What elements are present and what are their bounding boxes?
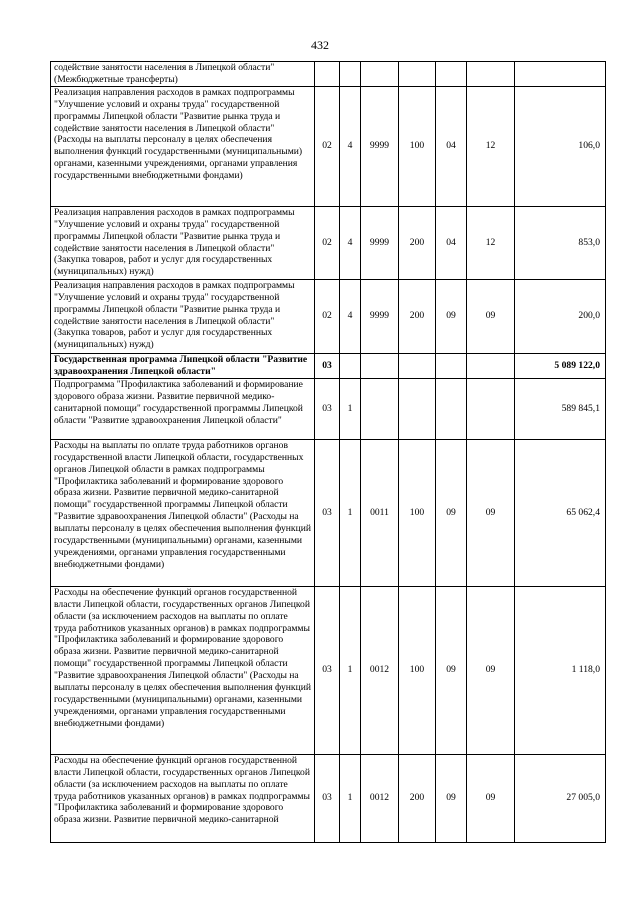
cell-section: 09 [436, 439, 467, 586]
table-row [51, 754, 606, 842]
cell-subprogram: 4 [340, 206, 361, 279]
cell-description: Реализация направления расходов в рамках подпрограммы "Улучшение условий и охраны труда" государственной программы Липецкой области "Развитие рынка труда и содействие занятости населения в Липецкой области" (Закупка товаров, работ и услуг для государственных (муниципальных) нужд) [51, 279, 315, 353]
table-row [51, 353, 606, 378]
cell-description: Расходы на обеспечение функций органов государственной власти Липецкой области, государственных органов Липецкой области (за исключением расходов на выплаты по оплате труда работников указанных органов) в рамках подпрограммы "Профилактика заболеваний и формирование здорового образа жизни. Развитие первичной медико-санитарной помощи" государственной программы Липецкой области "Развитие здравоохранения Липецкой области" (Расходы на выплаты персоналу в целях обеспечения выполнения функций государственными (муниципальными) органами, казенными учреждениями, органами управления государственными внебюджетными фондами) [51, 586, 315, 754]
cell-expense-type: 100 [399, 439, 436, 586]
cell-subprogram: 1 [340, 586, 361, 754]
table-row [51, 586, 606, 754]
cell-direction: 9999 [361, 86, 399, 206]
cell-section [436, 378, 467, 439]
cell-section: 09 [436, 586, 467, 754]
cell-subprogram: 4 [340, 86, 361, 206]
cell-subsection [467, 378, 515, 439]
cell-amount: 5 089 122,0 [515, 353, 606, 378]
cell-direction: 0012 [361, 754, 399, 842]
cell-subsection [467, 62, 515, 87]
cell-subprogram: 1 [340, 378, 361, 439]
cell-expense-type [399, 353, 436, 378]
cell-expense-type: 100 [399, 86, 436, 206]
cell-description: Государственная программа Липецкой области "Развитие здравоохранения Липецкой области" [51, 353, 315, 378]
cell-amount: 1 118,0 [515, 586, 606, 754]
cell-direction: 0012 [361, 586, 399, 754]
cell-amount: 27 005,0 [515, 754, 606, 842]
cell-section [436, 62, 467, 87]
cell-subprogram [340, 62, 361, 87]
cell-description: Реализация направления расходов в рамках подпрограммы "Улучшение условий и охраны труда" государственной программы Липецкой области "Развитие рынка труда и содействие занятости населения в Липецкой области" (Закупка товаров, работ и услуг для государственных (муниципальных) нужд) [51, 206, 315, 279]
cell-expense-type: 200 [399, 279, 436, 353]
cell-direction: 0011 [361, 439, 399, 586]
table-row [51, 378, 606, 439]
cell-description: Расходы на обеспечение функций органов государственной власти Липецкой области, государственных органов Липецкой области (за исключением расходов на выплаты по оплате труда работников указанных органов) в рамках подпрограммы "Профилактика заболеваний и формирование здорового образа жизни. Развитие первичной медико-санитарной [51, 754, 315, 842]
cell-subprogram: 1 [340, 439, 361, 586]
table-row [51, 86, 606, 206]
budget-table [50, 61, 606, 843]
cell-section: 04 [436, 206, 467, 279]
cell-program: 03 [315, 754, 340, 842]
cell-subsection: 12 [467, 86, 515, 206]
cell-program: 02 [315, 279, 340, 353]
cell-amount: 200,0 [515, 279, 606, 353]
cell-description: Подпрограмма "Профилактика заболеваний и формирование здорового образа жизни. Развитие первичной медико-санитарной помощи" государственной программы Липецкой области "Развитие здравоохранения Липецкой области" [51, 378, 315, 439]
cell-expense-type: 200 [399, 754, 436, 842]
cell-program: 03 [315, 353, 340, 378]
cell-direction: 9999 [361, 279, 399, 353]
cell-subsection: 09 [467, 439, 515, 586]
cell-subsection: 09 [467, 754, 515, 842]
table-row [51, 62, 606, 87]
cell-amount: 65 062,4 [515, 439, 606, 586]
cell-amount: 106,0 [515, 86, 606, 206]
cell-amount: 589 845,1 [515, 378, 606, 439]
cell-subsection: 12 [467, 206, 515, 279]
cell-expense-type: 100 [399, 586, 436, 754]
cell-expense-type [399, 378, 436, 439]
cell-subprogram [340, 353, 361, 378]
cell-subsection: 09 [467, 279, 515, 353]
cell-section [436, 353, 467, 378]
table-row [51, 206, 606, 279]
cell-section: 09 [436, 754, 467, 842]
cell-program: 02 [315, 86, 340, 206]
cell-program: 03 [315, 586, 340, 754]
cell-expense-type: 200 [399, 206, 436, 279]
cell-section: 04 [436, 86, 467, 206]
cell-expense-type [399, 62, 436, 87]
cell-subsection [467, 353, 515, 378]
cell-direction [361, 353, 399, 378]
page-number: 432 [311, 38, 329, 52]
cell-subprogram: 1 [340, 754, 361, 842]
cell-program: 03 [315, 439, 340, 586]
cell-amount: 853,0 [515, 206, 606, 279]
cell-program [315, 62, 340, 87]
cell-direction [361, 378, 399, 439]
cell-description: содействие занятости населения в Липецкой области" (Межбюджетные трансферты) [51, 62, 315, 87]
cell-subsection: 09 [467, 586, 515, 754]
cell-description: Реализация направления расходов в рамках подпрограммы "Улучшение условий и охраны труда" государственной программы Липецкой области "Развитие рынка труда и содействие занятости населения в Липецкой области" (Расходы на выплаты персоналу в целях обеспечения выполнения функций государственными (муниципальными) органами, казенными учреждениями, органами управления государственными внебюджетными фондами) [51, 86, 315, 206]
cell-program: 02 [315, 206, 340, 279]
cell-section: 09 [436, 279, 467, 353]
cell-description: Расходы на выплаты по оплате труда работников органов государственной власти Липецкой области, государственных органов Липецкой области в рамках подпрограммы "Профилактика заболеваний и формирование здорового образа жизни. Развитие первичной медико-санитарной помощи" государственной программы Липецкой области "Развитие здравоохранения Липецкой области" (Расходы на выплаты персоналу в целях обеспечения выполнения функций государственными (муниципальными) органами, казенными учреждениями, органами управления государственными внебюджетными фондами) [51, 439, 315, 586]
cell-direction [361, 62, 399, 87]
table-row [51, 439, 606, 586]
cell-amount [515, 62, 606, 87]
cell-program: 03 [315, 378, 340, 439]
table-row [51, 279, 606, 353]
cell-subprogram: 4 [340, 279, 361, 353]
cell-direction: 9999 [361, 206, 399, 279]
